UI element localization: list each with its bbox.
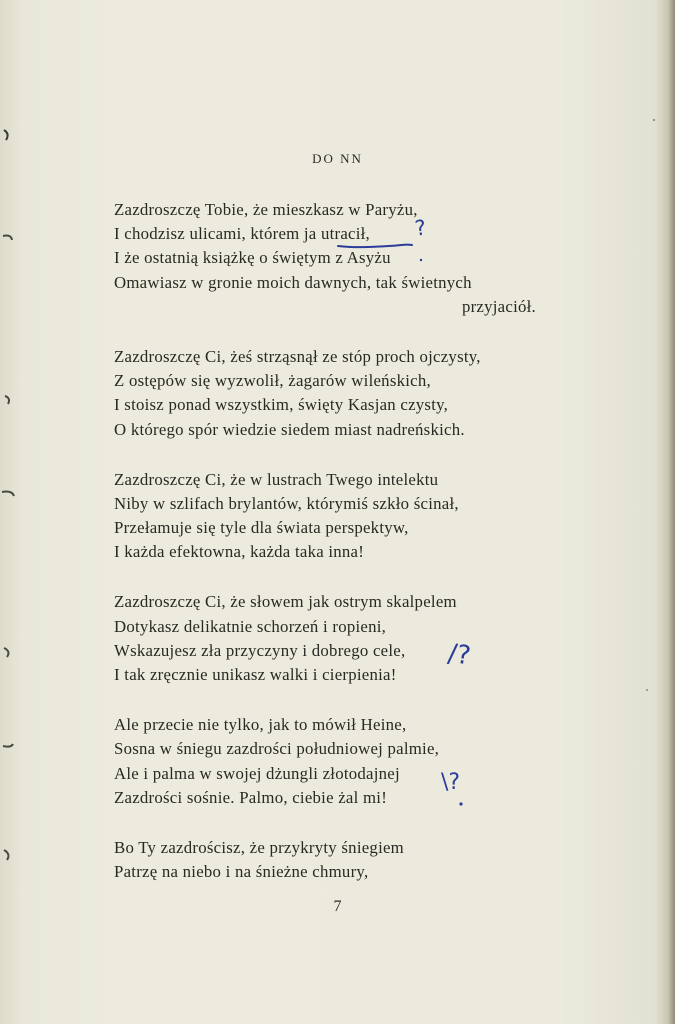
poem-line: Omawiasz w gronie moich dawnych, tak świetnych <box>114 272 472 292</box>
poem-line: I stoisz ponad wszystkim, święty Kasjan czysty, <box>114 395 449 415</box>
stanza-2 <box>114 345 544 442</box>
poem-line: Sosna w śniegu zazdrości południowej palmie, <box>114 739 440 759</box>
poem-line: I że ostatnią książkę o świętym z Asyżu <box>114 248 391 268</box>
poem-line: I chodzisz ulicami, którem ja utracił, <box>114 224 370 244</box>
handwritten-slash-question-mark: /? <box>446 638 473 672</box>
poem-line: Niby w szlifach brylantów, którymiś szkło ścinał, <box>114 493 459 513</box>
poem-line: Bo Ty zazdrościsz, że przykryty śniegiem <box>114 837 404 857</box>
poem-line: Zazdrości sośnie. Palmo, ciebie żal mi! <box>114 787 388 807</box>
page-number: 7 <box>333 898 342 915</box>
stanza-6 <box>114 836 544 884</box>
poem-title: DO NN <box>312 151 363 166</box>
stanza-1 <box>114 198 544 319</box>
handwritten-question-mark: ? <box>413 215 428 241</box>
poem-line-continuation: przyjaciół. <box>461 296 536 316</box>
poem-line: Zazdroszczę Ci, żeś strząsnął ze stóp proch ojczysty, <box>114 346 481 366</box>
handwritten-backslash-question-mark: \? <box>441 770 461 795</box>
poem-line: Patrzę na niebo i na śnieżne chmury, <box>114 862 369 882</box>
poem-line: Przełamuje się tyle dla świata perspektyw, <box>114 518 409 538</box>
poem-line: Dotykasz delikatnie schorzeń i ropieni, <box>114 616 387 636</box>
stanza-5 <box>114 713 544 810</box>
poem-line: Z ostępów się wyzwolił, żagarów wileńskich, <box>114 371 431 391</box>
poem-line: I każda efektowna, każda taka inna! <box>114 542 365 562</box>
poem-line: Zazdroszczę Ci, że w lustrach Twego intelektu <box>114 469 439 489</box>
poem-line: O którego spór wiedzie siedem miast nadreńskich. <box>114 419 465 439</box>
stanza-3 <box>114 468 544 565</box>
poem-line: Zazdroszczę Ci, że słowem jak ostrym skalpelem <box>114 592 457 612</box>
poem-line: I tak zręcznie unikasz walki i cierpienia! <box>114 665 397 684</box>
poem-body <box>114 198 544 910</box>
handwritten-underline <box>337 240 413 252</box>
poem-line: Ale przecie nie tylko, jak to mówił Heine, <box>114 715 407 735</box>
poem-line: Zazdroszczę Tobie, że mieszkasz w Paryżu, <box>114 200 418 219</box>
poem-line: Ale i palma w swojej dżungli złotodajnej <box>114 763 400 783</box>
poem-line: Wskazujesz zła przyczyny i dobrego cele, <box>114 640 406 660</box>
stanza-4 <box>114 590 544 687</box>
